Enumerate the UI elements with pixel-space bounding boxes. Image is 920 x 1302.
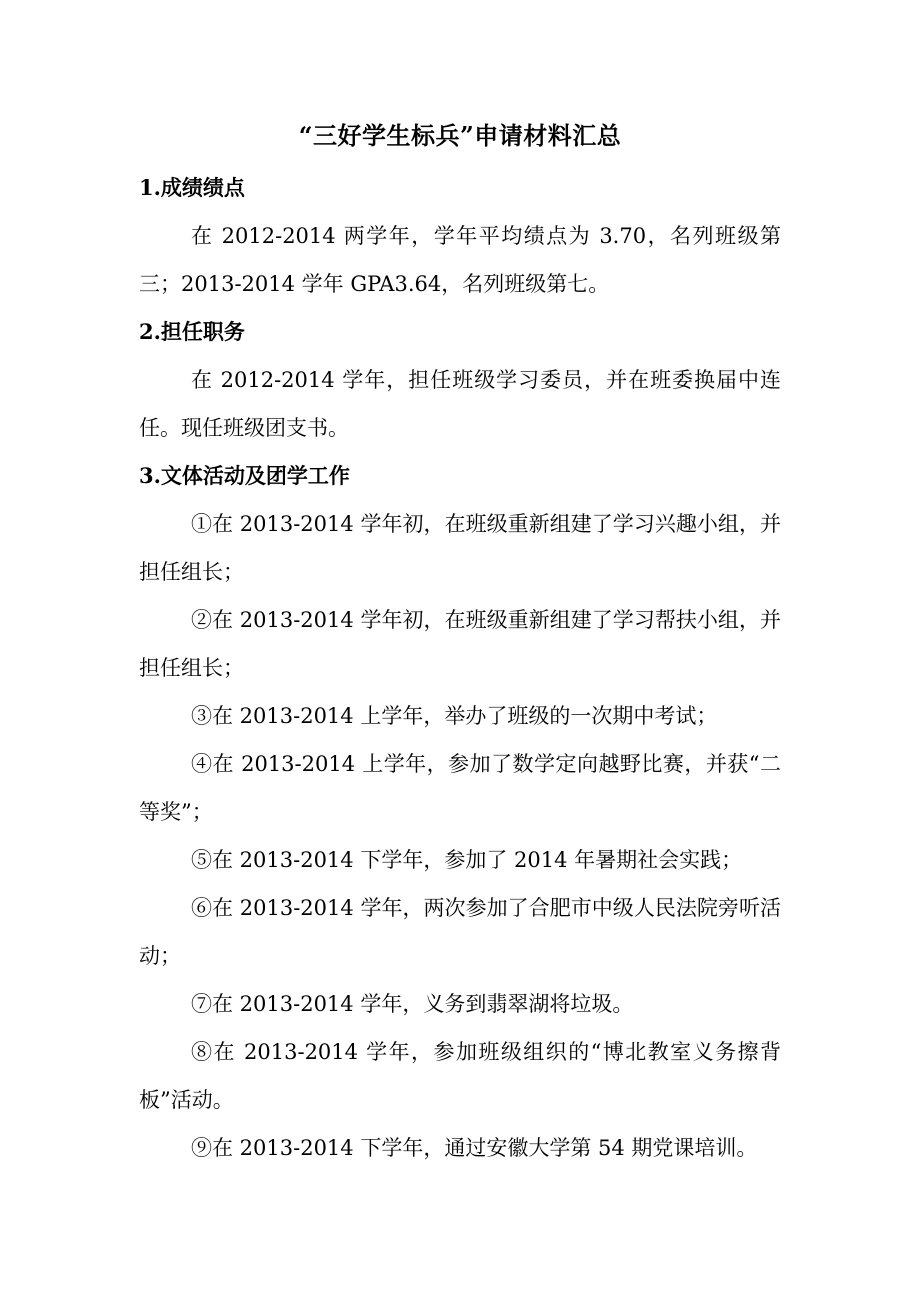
section-heading: 3.文体活动及团学工作	[139, 463, 350, 488]
document-title: “三好学生标兵”申请材料汇总	[298, 121, 622, 150]
document-body	[139, 164, 781, 1172]
list-item: ①在 2013-2014 学年初，在班级重新组建了学习兴趣小组，并担任组长；	[139, 512, 781, 584]
list-item: ⑤在 2013-2014 下学年，参加了 2014 年暑期社会实践；	[191, 848, 743, 872]
section-heading: 2.担任职务	[139, 319, 245, 344]
section-activities	[139, 452, 781, 1172]
list-item: ②在 2013-2014 学年初，在班级重新组建了学习帮扶小组，并担任组长；	[139, 608, 781, 680]
list-item: ③在 2013-2014 上学年，举办了班级的一次期中考试；	[191, 704, 718, 728]
list-item: ⑧在 2013-2014 学年，参加班级组织的“博北教室义务擦背板”活动。	[139, 1040, 781, 1112]
list-item: ⑥在 2013-2014 学年，两次参加了合肥市中级人民法院旁听活动；	[139, 896, 781, 968]
section-positions	[139, 308, 781, 452]
paragraph: 在 2012-2014 学年，担任班级学习委员，并在班委换届中连任。现任班级团支书。	[139, 368, 781, 440]
list-item: ⑨在 2013-2014 下学年，通过安徽大学第 54 期党课培训。	[191, 1136, 758, 1160]
list-item: ④在 2013-2014 上学年，参加了数学定向越野比赛，并获“二等奖”；	[139, 752, 781, 824]
section-grades	[139, 164, 781, 308]
list-item: ⑦在 2013-2014 学年，义务到翡翠湖将垃圾。	[191, 992, 634, 1016]
section-heading: 1.成绩绩点	[139, 175, 245, 200]
paragraph: 在 2012-2014 两学年，学年平均绩点为 3.70，名列班级第三；2013-2014 学年 GPA3.64，名列班级第七。	[139, 224, 781, 296]
